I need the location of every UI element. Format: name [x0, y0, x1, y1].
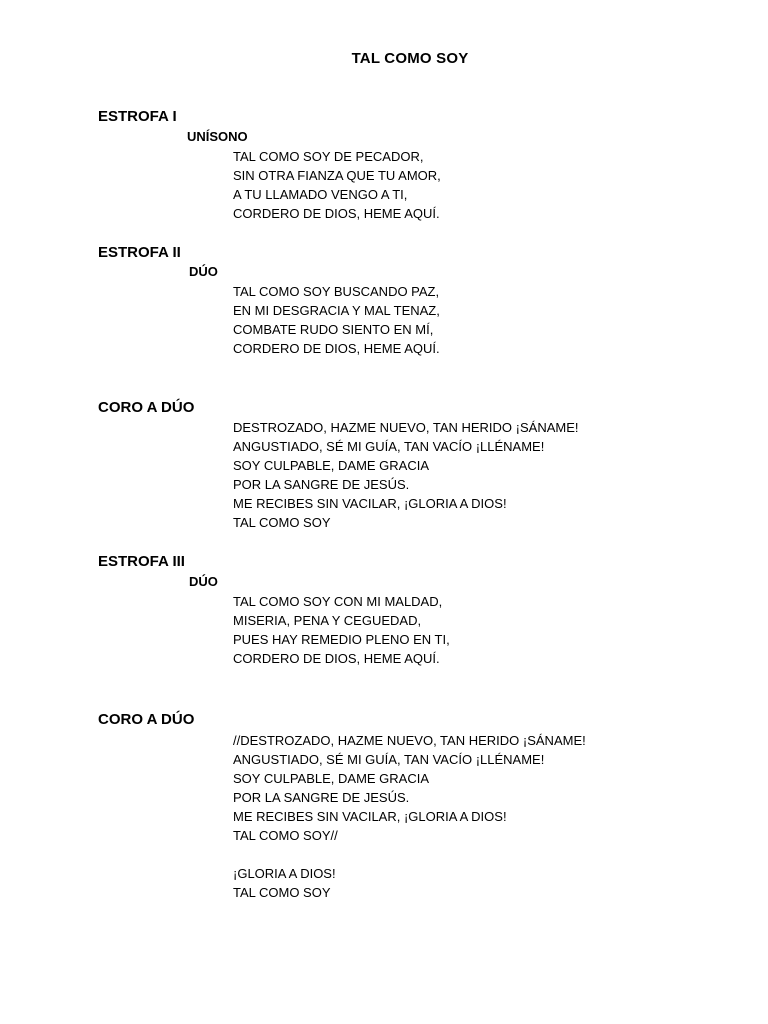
- lyric-line: //DESTROZADO, HAZME NUEVO, TAN HERIDO ¡SÁNAME!: [233, 733, 586, 748]
- blank-line: [233, 845, 586, 864]
- lyric-line: TAL COMO SOY DE PECADOR,: [233, 149, 424, 164]
- lyric-line: POR LA SANGRE DE JESÚS.: [233, 790, 410, 805]
- lyric-line: COMBATE RUDO SIENTO EN MÍ,: [233, 322, 434, 337]
- lyric-line: ANGUSTIADO, SÉ MI GUÍA, TAN VACÍO ¡LLÉNAME!: [233, 439, 545, 454]
- lyrics-estrofa-1: [233, 147, 441, 223]
- lyric-line: TAL COMO SOY: [233, 515, 331, 530]
- section-heading-estrofa-3: ESTROFA III: [98, 553, 185, 570]
- lyric-line: ME RECIBES SIN VACILAR, ¡GLORIA A DIOS!: [233, 496, 507, 511]
- lyric-line: PUES HAY REMEDIO PLENO EN TI,: [233, 632, 450, 647]
- section-heading-estrofa-2: ESTROFA II: [98, 244, 181, 261]
- lyric-line: MISERIA, PENA Y CEGUEDAD,: [233, 613, 422, 628]
- song-title: TAL COMO SOY: [351, 50, 469, 67]
- lyric-line: TAL COMO SOY BUSCANDO PAZ,: [233, 284, 440, 299]
- lyric-line: CORDERO DE DIOS, HEME AQUÍ.: [233, 206, 440, 221]
- lyric-line: ¡GLORIA A DIOS!: [233, 866, 336, 881]
- lyric-line: ME RECIBES SIN VACILAR, ¡GLORIA A DIOS!: [233, 809, 507, 824]
- lyrics-coro-1: [233, 418, 579, 532]
- voice-label-estrofa-1: UNÍSONO: [187, 129, 248, 144]
- lyric-line: DESTROZADO, HAZME NUEVO, TAN HERIDO ¡SÁNAME!: [233, 420, 579, 435]
- lyric-line: SOY CULPABLE, DAME GRACIA: [233, 771, 430, 786]
- voice-label-estrofa-2: DÚO: [189, 264, 218, 279]
- lyric-line: EN MI DESGRACIA Y MAL TENAZ,: [233, 303, 440, 318]
- section-heading-estrofa-1: ESTROFA I: [98, 108, 177, 125]
- lyrics-estrofa-3: [233, 592, 450, 668]
- lyric-line: TAL COMO SOY CON MI MALDAD,: [233, 594, 443, 609]
- lyric-line: SOY CULPABLE, DAME GRACIA: [233, 458, 430, 473]
- section-heading-coro-2: CORO A DÚO: [98, 711, 195, 728]
- lyric-line: TAL COMO SOY: [233, 885, 331, 900]
- lyric-line: SIN OTRA FIANZA QUE TU AMOR,: [233, 168, 441, 183]
- lyric-line: TAL COMO SOY//: [233, 828, 338, 843]
- voice-label-estrofa-3: DÚO: [189, 574, 218, 589]
- lyric-line: CORDERO DE DIOS, HEME AQUÍ.: [233, 651, 440, 666]
- lyric-line: ANGUSTIADO, SÉ MI GUÍA, TAN VACÍO ¡LLÉNAME!: [233, 752, 545, 767]
- lyrics-coro-2: [233, 731, 586, 902]
- lyric-line: POR LA SANGRE DE JESÚS.: [233, 477, 410, 492]
- lyric-line: A TU LLAMADO VENGO A TI,: [233, 187, 408, 202]
- lyric-line: CORDERO DE DIOS, HEME AQUÍ.: [233, 341, 440, 356]
- section-heading-coro-1: CORO A DÚO: [98, 399, 195, 416]
- lyrics-estrofa-2: [233, 282, 440, 358]
